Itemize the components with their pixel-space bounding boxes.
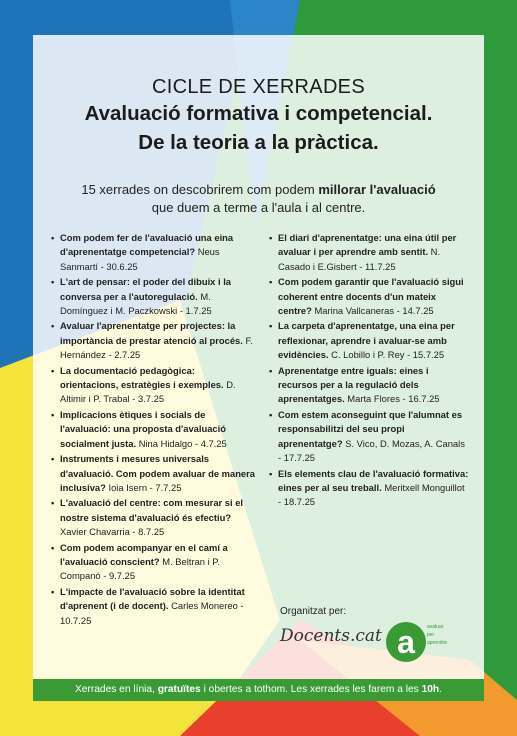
intro-text — [33, 181, 484, 217]
talk-title: Com podem garantir que l'avaluació sigui coherent entre docents d'un mateix centre? — [278, 276, 464, 317]
talk-item — [51, 408, 255, 451]
talk-item — [51, 231, 255, 274]
talk-item — [51, 541, 255, 584]
talk-title: El diari d'aprenentatge: una eina útil per avaluar i per aprendre amb sentit. — [278, 232, 457, 258]
talk-title: Com podem acompanyar en el camí a l'avaluació conscient? — [60, 541, 228, 567]
logo-text-3: aprendre — [427, 640, 448, 646]
talk-item — [269, 231, 469, 274]
talk-title: La documentació pedagògica: orientacions, estratègies i exemples. — [60, 364, 224, 391]
talk-title: Implicacions ètiques i socials de l'avaluació: una proposta d'avaluació socialment justa. — [60, 408, 226, 449]
talk-title: L'art de pensar: el poder del dibuix i la conversa per a l'autoregulació. — [60, 276, 232, 302]
talk-speaker-date: C. Lobillo i P. Rey - 15.7.25 — [331, 349, 445, 361]
talk-item — [51, 585, 255, 628]
footer-text-pre: Xerrades en línia, — [75, 684, 158, 695]
avaluar-per-aprendre-logo — [384, 606, 454, 676]
organizer-block — [277, 606, 477, 676]
talk-speaker-date: Neus Sanmartí - 30.6.25 — [60, 246, 220, 272]
talk-item — [51, 364, 255, 407]
talk-title: Com estem aconseguint que l'alumnat es responsabilitzi del seu propi aprenentatge? — [278, 408, 463, 449]
talk-title: Com podem fer de l'avaluació una eina d'aprenentatge competencial? — [60, 232, 234, 258]
logo-text-1: avaluar — [427, 624, 444, 630]
talk-item — [269, 408, 469, 466]
talk-list-left — [51, 231, 255, 629]
talk-speaker-date: Ioia Isern - 7.7.25 — [108, 481, 182, 493]
content-panel — [33, 35, 484, 701]
talk-speaker-date: M. Beltran i P. Companó - 9.7.25 — [60, 555, 220, 582]
talk-item — [51, 319, 255, 362]
talk-speaker-date: Xavier Chavarria - 8.7.25 — [60, 526, 165, 538]
talk-item — [51, 496, 255, 539]
intro-line1 — [33, 181, 484, 199]
talk-title: Aprenentatge entre iguals: eines i recursos per a la regulació dels aprenentatges. — [278, 364, 429, 405]
logo-letter: a — [397, 624, 415, 660]
talk-speaker-date: Carles Monereo - 10.7.25 — [60, 600, 244, 626]
talk-list-right — [269, 231, 469, 511]
talk-item — [269, 364, 469, 407]
talk-speaker-date: Meritxell Monguillot - 18.7.25 — [278, 481, 465, 508]
talk-speaker-date: S. Vico, D. Mozas, A. Canals - 17.7.25 — [278, 437, 465, 464]
organizer-label: Organitzat per: — [280, 606, 347, 617]
talk-title: La carpeta d'aprenentatge, una eina per reflexionar, aprendre i avaluar-se amb evidències. — [278, 320, 455, 361]
talk-speaker-date: N. Casado i E.Gisbert - 11.7.25 — [278, 246, 441, 272]
intro-line1-bold: millorar l'avaluació — [318, 182, 436, 197]
talk-item — [269, 467, 469, 510]
header — [33, 75, 484, 157]
talk-title: L'avaluació del centre: com mesurar si el nostre sistema d'avaluació és efectiu? — [60, 497, 244, 523]
talk-title: L'impacte de l'avaluació sobre la identitat d'aprenent (i de docent). — [60, 585, 245, 612]
talk-speaker-date: D. Altimir i P. Trabal - 3.7.25 — [60, 379, 236, 405]
intro-line2: que duem a terme a l'aula i al centre. — [151, 200, 366, 215]
main-title-line2: De la teoria a la pràctica. — [138, 131, 379, 154]
talk-speaker-date: Nina Hidalgo - 4.7.25 — [138, 437, 227, 449]
talk-title: Els elements clau de l'avaluació formativa: eines per al seu treball. — [278, 467, 469, 493]
talk-title: Instruments i mesures universals d'avaluació. Com podem avaluar de manera inclusiva? — [60, 453, 256, 493]
talk-item — [51, 452, 255, 495]
footer-banner — [33, 679, 484, 701]
talk-speaker-date: Marina Vallcaneras - 14.7.25 — [314, 305, 434, 317]
footer-text-post: . — [439, 684, 442, 695]
cycle-title: CICLE DE XERRADES — [152, 76, 365, 98]
talk-title: Avaluar l'aprenentatge per projectes: la importància de prestar atenció al procés. — [60, 320, 243, 346]
docents-cat-logo: Docents.cat — [280, 626, 382, 646]
talk-speaker-date: M. Domínguez i M. Paczkowski - 1.7.25 — [60, 290, 212, 317]
footer-text-bold2: 10h — [421, 684, 440, 695]
footer-text-mid: i obertes a tothom. Les xerrades les farem a les — [200, 684, 422, 695]
talk-item — [269, 319, 469, 362]
footer-text-bold1: gratuïtes — [157, 684, 201, 695]
talk-item — [51, 275, 255, 318]
talk-speaker-date: Marta Flores - 16.7.25 — [347, 393, 440, 405]
intro-line1-text: 15 xerrades on descobrirem com podem — [81, 182, 319, 197]
talk-speaker-date: F. Hernández - 2.7.25 — [60, 334, 253, 361]
logo-text-2: per — [427, 632, 435, 638]
talk-item — [269, 275, 469, 318]
main-title-line1: Avaluació formativa i competencial. — [84, 102, 433, 125]
